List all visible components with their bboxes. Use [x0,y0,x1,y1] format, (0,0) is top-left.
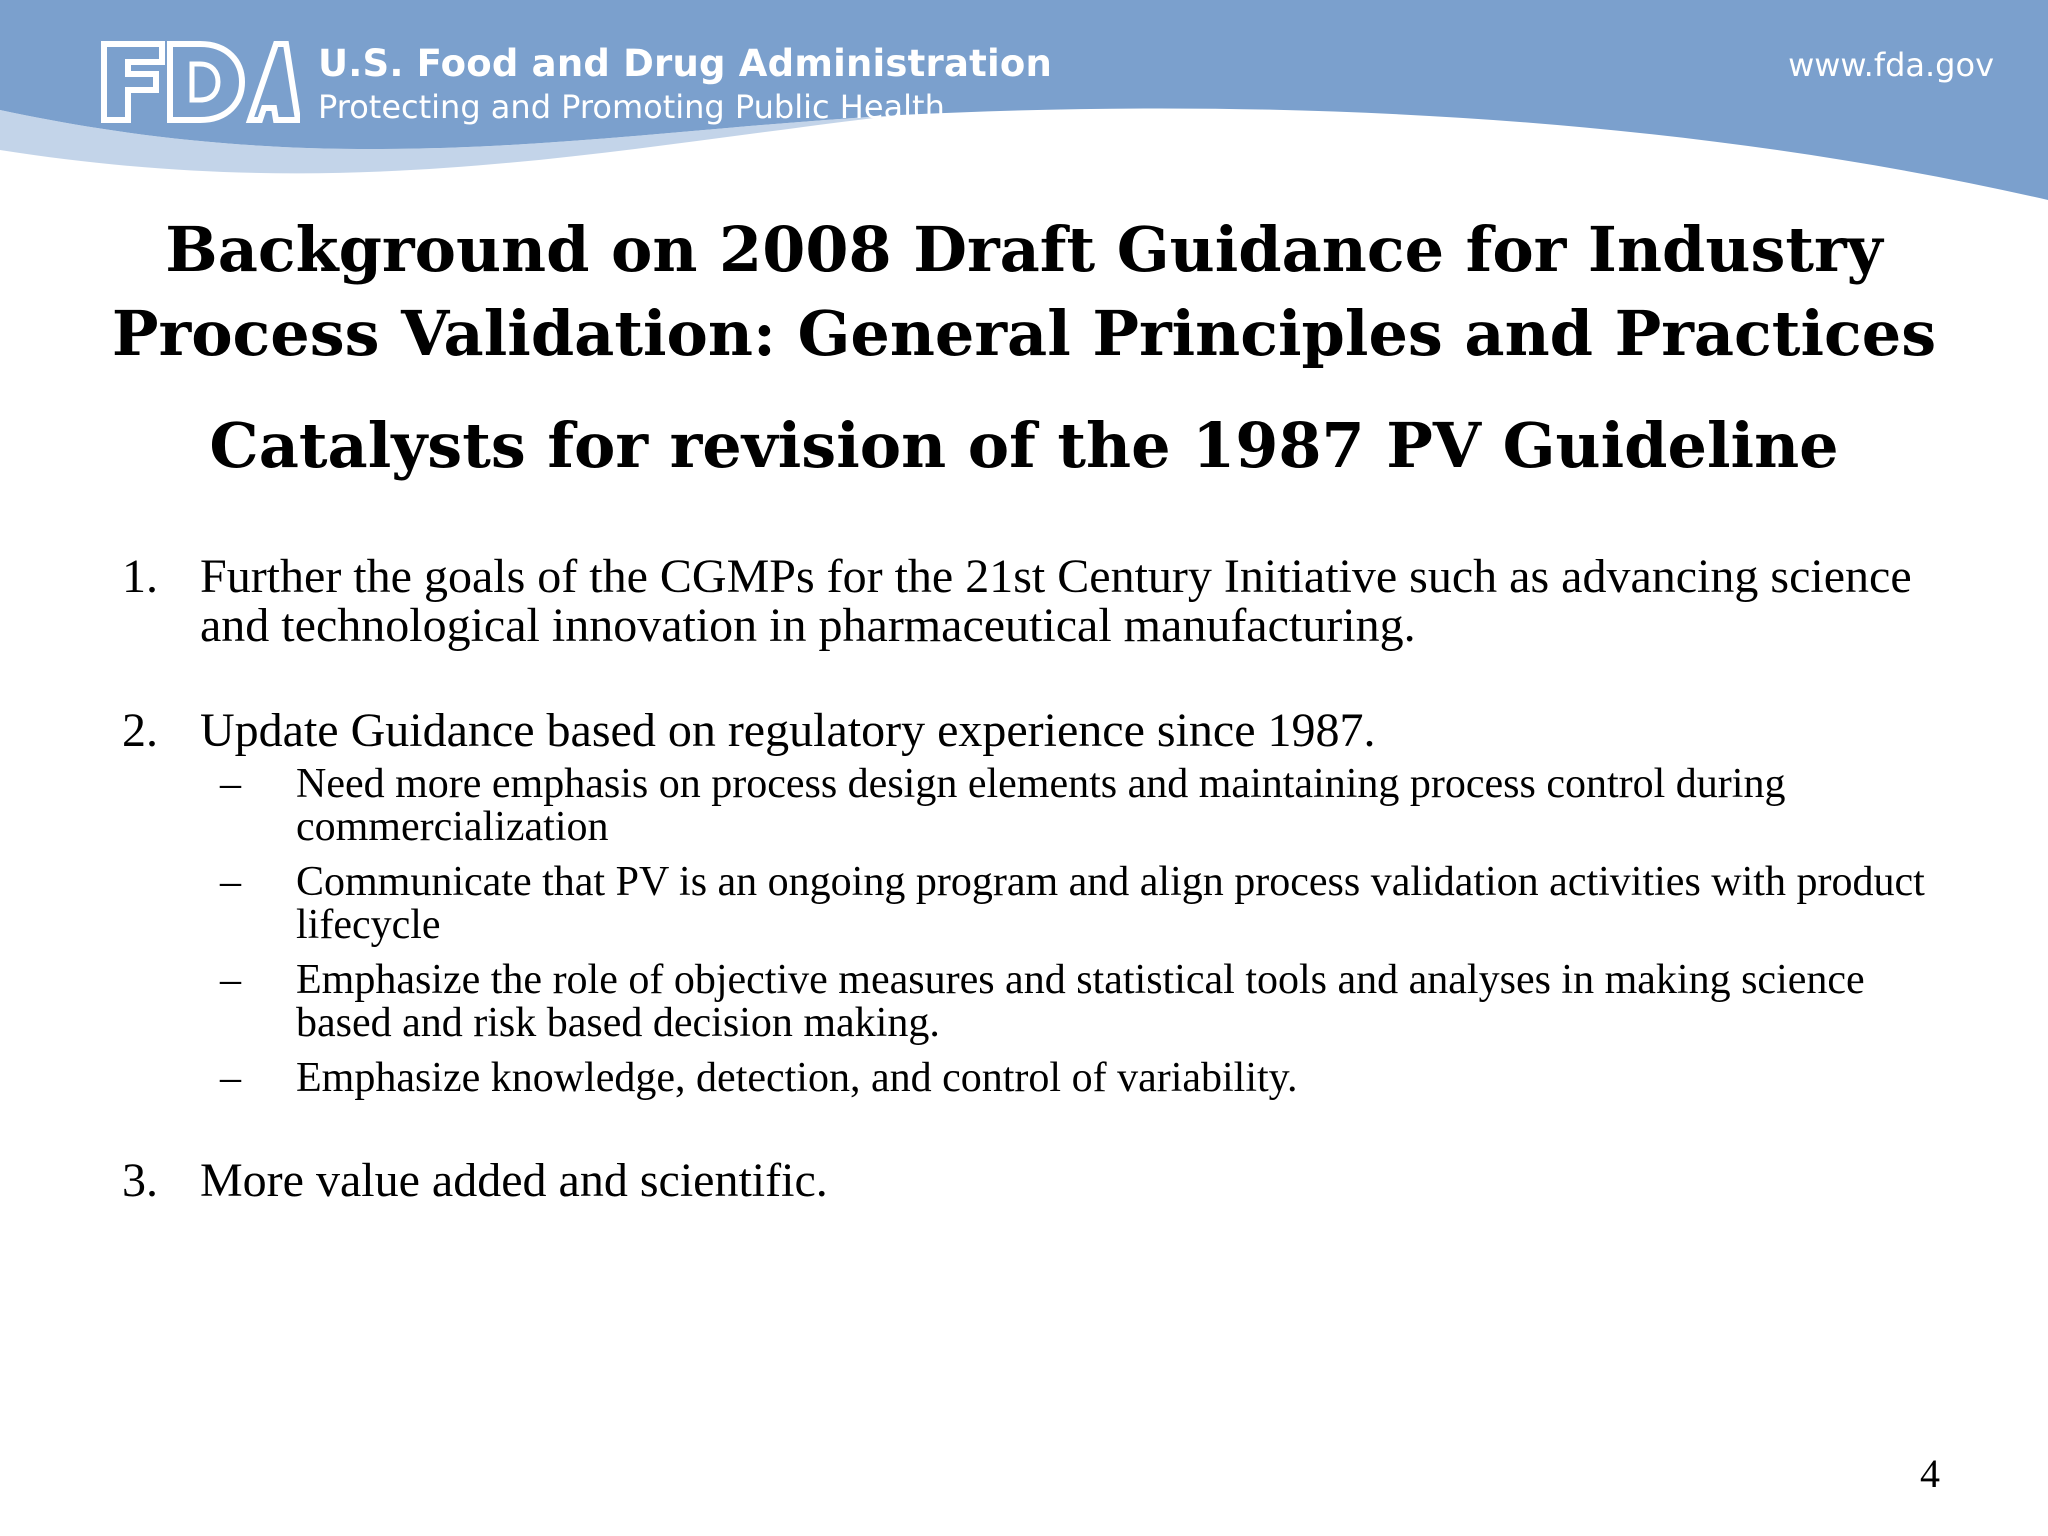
catalyst-list [122,552,1942,1205]
list-item [122,1156,1942,1205]
page-title [0,208,2048,376]
header-banner [0,0,2048,230]
dash-bullet: – [220,1055,241,1101]
sub-list-item-text: Emphasize knowledge, detection, and control of variability. [296,1055,1298,1101]
dash-bullet: – [220,761,241,807]
sub-list [200,763,1942,1100]
sub-list-item [200,763,1942,849]
list-item-number: 1. [122,550,158,603]
sub-list-item [200,959,1942,1045]
list-item-text: Further the goals of the CGMPs for the 21st Century Initiative such as advancing science and technological innovation in pharmaceutical manufacturing. [200,550,1912,652]
list-item [122,706,1942,1100]
sub-list-item [200,861,1942,947]
sub-list-item-text: Emphasize the role of objective measures and statistical tools and analyses in making science based and risk based decision making. [296,957,1865,1046]
sub-list-item-text: Communicate that PV is an ongoing program and align process validation activities with product lifecycle [296,859,1925,948]
title-line-1: Background on 2008 Draft Guidance for Industry [165,213,1883,286]
list-item-number: 3. [122,1154,158,1207]
list-item-text: Update Guidance based on regulatory experience since 1987. [200,704,1376,757]
fda-logo-icon [100,40,300,124]
agency-name: U.S. Food and Drug Administration [318,42,1053,85]
page-subtitle: Catalysts for revision of the 1987 PV Guideline [209,409,1839,482]
dash-bullet: – [220,957,241,1003]
site-url: www.fda.gov [1788,46,1994,84]
sub-list-item [200,1057,1942,1100]
sub-list-item-text: Need more emphasis on process design elements and maintaining process control during commercialization [296,761,1786,850]
list-item-number: 2. [122,704,158,757]
list-item-text: More value added and scientific. [200,1154,828,1207]
list-item [122,552,1942,650]
dash-bullet: – [220,859,241,905]
title-line-2: Process Validation: General Principles and Practices [111,297,1937,370]
page-number: 4 [1920,1451,1940,1496]
agency-tagline: Protecting and Promoting Public Health [318,88,945,126]
